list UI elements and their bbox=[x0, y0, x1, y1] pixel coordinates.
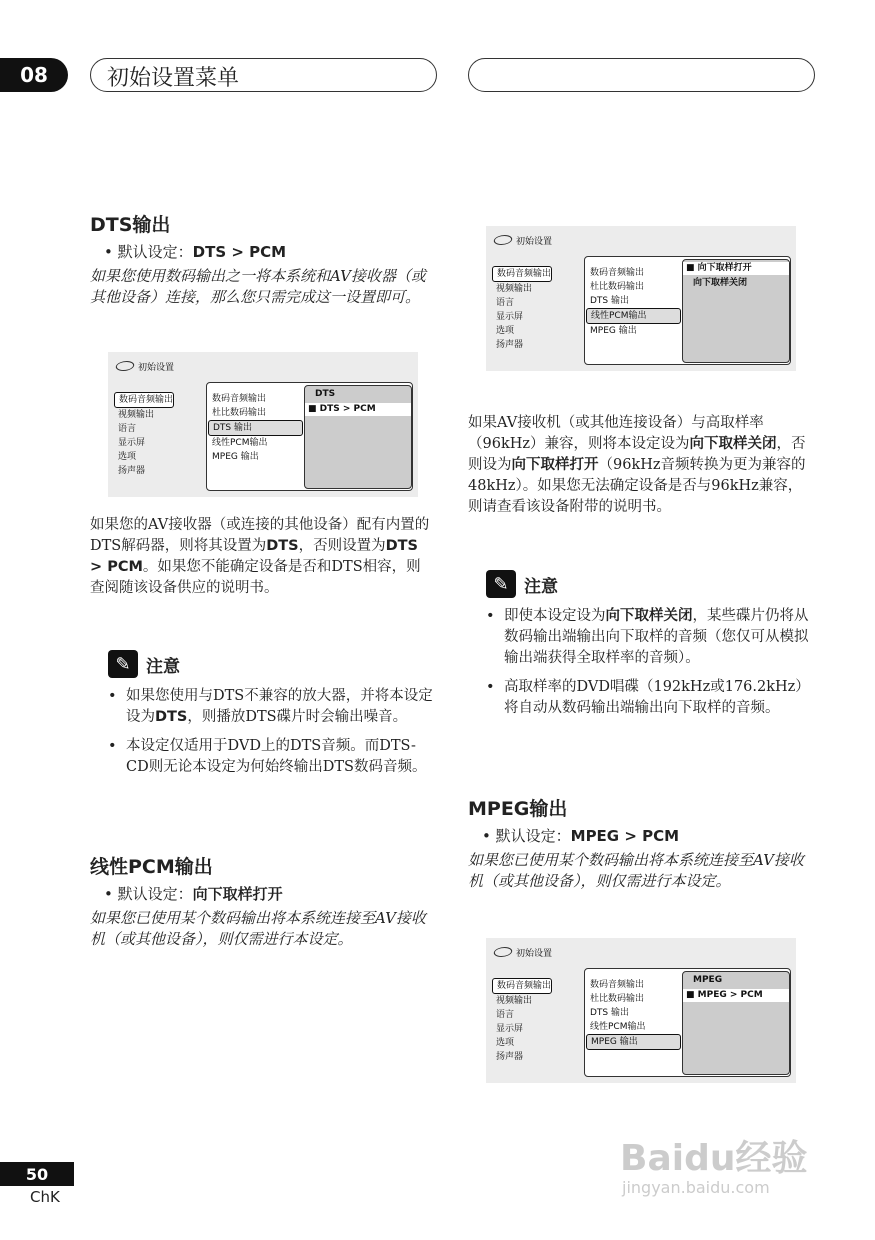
pencil-icon: ✎ bbox=[486, 570, 516, 598]
option-item[interactable] bbox=[683, 974, 789, 987]
main-menu-item[interactable]: 扬声器 bbox=[496, 1052, 524, 1062]
main-menu bbox=[114, 392, 174, 478]
dts-body bbox=[90, 515, 435, 599]
submenu-item[interactable]: 杜比数码输出 bbox=[590, 994, 645, 1004]
option-label: DTS > PCM bbox=[319, 404, 376, 414]
note-item bbox=[482, 606, 813, 669]
submenu-item[interactable]: DTS 输出 bbox=[208, 420, 303, 436]
lpcm-body bbox=[468, 413, 813, 518]
t: ，否则设置为 bbox=[298, 538, 386, 554]
lpcm-intro: 如果您已使用某个数码输出将本系统连接至AV接收机（或其他设备），则仅需进行本设定。 bbox=[90, 909, 426, 948]
note-title: 注意 bbox=[524, 576, 558, 597]
t: 高取样率的DVD唱碟（192kHz或176.2kHz）将自动从数码输出端输出向下取样的音频。 bbox=[504, 679, 810, 716]
note-item bbox=[104, 686, 435, 728]
screen-title: 初始设置 bbox=[516, 949, 553, 959]
main-menu-item[interactable]: 语言 bbox=[496, 1010, 515, 1020]
chapter-title-box bbox=[90, 58, 437, 92]
t-bold: 向下取样关闭 bbox=[605, 608, 693, 624]
empty-header-box bbox=[468, 58, 815, 92]
t: ，则播放DTS碟片时会输出噪音。 bbox=[187, 709, 408, 725]
t-bold: 向下取样关闭 bbox=[689, 436, 777, 452]
default-value: DTS > PCM bbox=[192, 243, 287, 261]
submenu-item[interactable]: 杜比数码输出 bbox=[212, 408, 267, 418]
dts-intro: 如果您使用数码输出之一将本系统和AV接收器（或其他设备）连接，那么您只需完成这一设置即可。 bbox=[90, 267, 426, 306]
main-menu-item[interactable]: 语言 bbox=[496, 298, 515, 308]
dts-body-text bbox=[90, 515, 435, 599]
main-menu-item[interactable]: 视频输出 bbox=[118, 410, 155, 420]
default-value: 向下取样打开 bbox=[192, 885, 283, 903]
screen-dts bbox=[108, 352, 418, 497]
lpcm-heading: 线性PCM输出 bbox=[90, 856, 213, 878]
t: 如果您使用与DTS不兼容的放大器，并将本设定设为 bbox=[126, 688, 433, 725]
disc-icon bbox=[492, 947, 514, 957]
option-item[interactable] bbox=[683, 277, 789, 290]
dts-heading: DTS输出 bbox=[90, 214, 171, 236]
t: 即使本设定设为 bbox=[504, 608, 606, 624]
t: 如果AV接收机（或其他连接设备）与高取样率（96kHz）兼容，则将本设定设为 bbox=[468, 415, 764, 452]
screen-lpcm bbox=[486, 226, 796, 371]
options-panel bbox=[682, 971, 790, 1075]
main-menu-item[interactable]: 选项 bbox=[496, 1038, 515, 1048]
mpeg-section bbox=[468, 794, 813, 892]
note-item bbox=[104, 736, 435, 778]
lpcm-note bbox=[468, 570, 813, 727]
watermark-logo: Baidu经验 bbox=[620, 1138, 808, 1179]
mpeg-default: • 默认设定：MPEG > PCM bbox=[482, 827, 680, 845]
submenu-item[interactable]: 线性PCM输出 bbox=[212, 438, 268, 448]
watermark-url: jingyan.baidu.com bbox=[622, 1178, 770, 1197]
dts-note bbox=[90, 650, 435, 786]
t-bold: DTS > PCM bbox=[90, 538, 418, 575]
submenu-item[interactable]: 数码音频输出 bbox=[212, 394, 267, 404]
main-menu-item[interactable]: 数码音频输出 bbox=[114, 392, 174, 408]
lpcm-default: • 默认设定：向下取样打开 bbox=[104, 885, 283, 903]
options-panel bbox=[682, 259, 790, 363]
option-label: MPEG bbox=[693, 975, 723, 985]
main-menu bbox=[492, 978, 552, 1064]
main-menu-item[interactable]: 选项 bbox=[496, 326, 515, 336]
submenu bbox=[208, 392, 303, 464]
option-item[interactable] bbox=[305, 388, 411, 401]
mpeg-heading: MPEG输出 bbox=[468, 798, 568, 820]
main-menu-item[interactable]: 显示屏 bbox=[496, 1024, 524, 1034]
submenu-item[interactable]: 线性PCM输出 bbox=[586, 308, 681, 324]
t: 本设定仅适用于DVD上的DTS音频。而DTS-CD则无论本设定为何始终输出DTS数码音频。 bbox=[126, 738, 427, 775]
main-menu-item[interactable]: 数码音频输出 bbox=[492, 266, 552, 282]
submenu bbox=[586, 978, 681, 1050]
language-code: ChK bbox=[30, 1188, 60, 1206]
default-value: MPEG > PCM bbox=[570, 827, 680, 845]
t: （96kHz音频转换为更为兼容的48kHz）。如果您无法确定设备是否与96kHz兼容，则请查看该设备附带的说明书。 bbox=[468, 457, 806, 515]
chapter-title: 初始设置菜单 bbox=[107, 66, 240, 91]
dts-default: • 默认设定：DTS > PCM bbox=[104, 243, 287, 261]
note-title: 注意 bbox=[146, 656, 180, 677]
submenu-item[interactable]: DTS 输出 bbox=[590, 296, 630, 306]
t-bold: DTS bbox=[266, 538, 299, 554]
submenu-item[interactable]: DTS 输出 bbox=[590, 1008, 630, 1018]
screen-mpeg bbox=[486, 938, 796, 1083]
note-item bbox=[482, 677, 813, 719]
lpcm-section bbox=[90, 852, 435, 950]
mpeg-intro: 如果您已使用某个数码输出将本系统连接至AV接收机（或其他设备），则仅需进行本设定。 bbox=[468, 851, 804, 890]
main-menu-item[interactable]: 数码音频输出 bbox=[492, 978, 552, 994]
submenu bbox=[586, 266, 681, 338]
pencil-icon: ✎ bbox=[108, 650, 138, 678]
submenu-item[interactable]: 线性PCM输出 bbox=[590, 1022, 646, 1032]
main-menu-item[interactable]: 视频输出 bbox=[496, 284, 533, 294]
main-menu-item[interactable]: 选项 bbox=[118, 452, 137, 462]
main-menu bbox=[492, 266, 552, 352]
main-menu-item[interactable]: 视频输出 bbox=[496, 996, 533, 1006]
note-header bbox=[108, 650, 435, 678]
dts-section bbox=[90, 210, 435, 308]
main-menu-item[interactable]: 扬声器 bbox=[496, 340, 524, 350]
submenu-item[interactable]: MPEG 输出 bbox=[212, 452, 259, 462]
t: ，否则设为 bbox=[468, 436, 806, 473]
submenu-item[interactable]: MPEG 输出 bbox=[586, 1034, 681, 1050]
note-header bbox=[486, 570, 813, 598]
submenu-item[interactable]: 数码音频输出 bbox=[590, 980, 645, 990]
submenu-item[interactable]: 数码音频输出 bbox=[590, 268, 645, 278]
screen-title: 初始设置 bbox=[138, 363, 175, 373]
default-label: 默认设定： bbox=[117, 243, 193, 261]
main-menu-item[interactable]: 显示屏 bbox=[496, 312, 524, 322]
main-menu-item[interactable]: 语言 bbox=[118, 424, 137, 434]
option-label: MPEG > PCM bbox=[697, 990, 763, 1000]
options-panel bbox=[304, 385, 412, 489]
option-item[interactable]: ■ DTS > PCM bbox=[305, 403, 411, 416]
lpcm-body-text bbox=[468, 413, 813, 518]
submenu-item[interactable]: 杜比数码输出 bbox=[590, 282, 645, 292]
option-item[interactable]: ■ 向下取样打开 bbox=[683, 262, 789, 275]
main-menu-item[interactable]: 显示屏 bbox=[118, 438, 146, 448]
main-menu-item[interactable]: 扬声器 bbox=[118, 466, 146, 476]
t-bold: 向下取样打开 bbox=[511, 457, 599, 473]
t: ，某些碟片仍将从数码输出端输出向下取样的音频（您仅可从模拟输出端获得全取样率的音频）。 bbox=[504, 608, 809, 666]
t: 如果您的AV接收器（或连接的其他设备）配有内置的DTS解码器，则将其设置为 bbox=[90, 517, 430, 554]
default-label: 默认设定： bbox=[117, 885, 193, 903]
option-label: 向下取样关闭 bbox=[693, 278, 748, 288]
option-item[interactable]: ■ MPEG > PCM bbox=[683, 989, 789, 1002]
chapter-badge: 08 bbox=[0, 58, 68, 92]
disc-icon bbox=[114, 361, 136, 371]
t-bold: DTS bbox=[155, 709, 188, 725]
t: 。如果您不能确定设备是否和DTS相容，则查阅随该设备供应的说明书。 bbox=[90, 559, 421, 596]
disc-icon bbox=[492, 235, 514, 245]
option-label: DTS bbox=[315, 389, 336, 399]
submenu-item[interactable]: MPEG 输出 bbox=[590, 326, 637, 336]
screen-title: 初始设置 bbox=[516, 237, 553, 247]
page-number: 50 bbox=[0, 1162, 74, 1186]
default-label: 默认设定： bbox=[495, 827, 571, 845]
option-label: 向下取样打开 bbox=[697, 263, 752, 273]
